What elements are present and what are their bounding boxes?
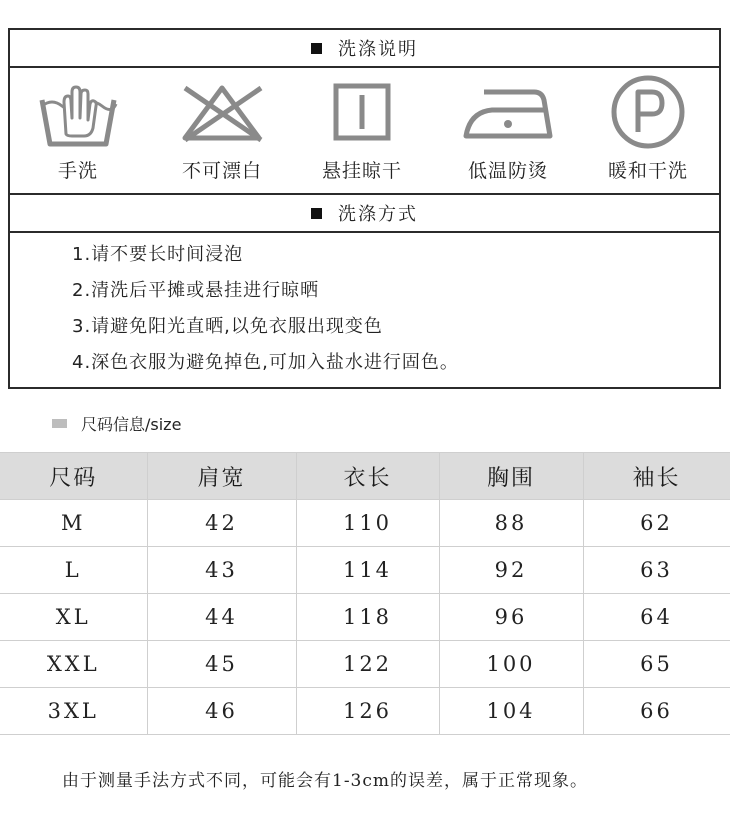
column-header: 袖长: [583, 453, 730, 500]
table-cell: XXL: [0, 641, 147, 688]
low-iron-icon: [462, 82, 554, 142]
square-bullet-icon: [311, 43, 322, 54]
care-label: 低温防烫: [467, 160, 548, 182]
table-row: [0, 547, 730, 594]
table-row: [0, 688, 730, 735]
table-cell: 126: [296, 688, 439, 735]
table-row: [0, 500, 730, 547]
square-bullet-icon: [311, 208, 322, 219]
table-cell: 88: [439, 500, 583, 547]
measurement-footnote: 由于测量手法方式不同，可能会有1-3cm的误差，属于正常现象。: [62, 771, 589, 791]
size-table: [0, 452, 730, 735]
table-cell: 64: [583, 594, 730, 641]
table-cell: 110: [296, 500, 439, 547]
gray-bullet-icon: [52, 419, 67, 428]
table-cell: 45: [147, 641, 296, 688]
table-cell: 96: [439, 594, 583, 641]
table-cell: 46: [147, 688, 296, 735]
care-icons-row: [10, 66, 719, 191]
table-cell: 104: [439, 688, 583, 735]
column-header: 尺码: [0, 453, 147, 500]
instruction-item: 3.请避免阳光直晒,以免衣服出现变色: [72, 316, 383, 337]
table-cell: 65: [583, 641, 730, 688]
no-bleach-icon: [177, 82, 267, 144]
table-cell: 100: [439, 641, 583, 688]
table-cell: 122: [296, 641, 439, 688]
table-cell: 66: [583, 688, 730, 735]
table-cell: 114: [296, 547, 439, 594]
wash-method-header: [10, 193, 719, 233]
wash-method-header-text: 洗涤方式: [338, 204, 418, 225]
table-cell: XL: [0, 594, 147, 641]
instruction-item: 2.清洗后平摊或悬挂进行晾晒: [72, 280, 320, 301]
size-info-text: 尺码信息/size: [81, 415, 182, 434]
table-cell: L: [0, 547, 147, 594]
care-item-low-iron: [448, 66, 568, 191]
table-cell: 44: [147, 594, 296, 641]
column-header: 衣长: [296, 453, 439, 500]
table-cell: 63: [583, 547, 730, 594]
table-cell: 43: [147, 547, 296, 594]
care-item-no-bleach: [162, 66, 282, 191]
table-cell: 42: [147, 500, 296, 547]
table-cell: 3XL: [0, 688, 147, 735]
table-cell: 62: [583, 500, 730, 547]
instruction-list: [72, 237, 459, 381]
care-item-hang-dry: [302, 66, 422, 191]
table-cell: 92: [439, 547, 583, 594]
care-header-text: 洗涤说明: [338, 39, 418, 60]
instruction-item: 1.请不要长时间浸泡: [72, 244, 244, 265]
column-header: 肩宽: [147, 453, 296, 500]
hang-dry-icon: [332, 82, 392, 142]
care-label: 手洗: [57, 160, 98, 182]
care-label: 暖和干洗: [607, 160, 688, 182]
table-cell: M: [0, 500, 147, 547]
table-header-row: [0, 453, 730, 500]
table-cell: 118: [296, 594, 439, 641]
table-row: [0, 594, 730, 641]
hand-wash-icon: [36, 82, 120, 148]
care-label: 悬挂晾干: [321, 160, 402, 182]
column-header: 胸围: [439, 453, 583, 500]
dry-clean-p-icon: [608, 72, 688, 152]
size-info-label: [52, 412, 181, 435]
instruction-item: 4.深色衣服为避免掉色,可加入盐水进行固色。: [72, 352, 459, 373]
table-row: [0, 641, 730, 688]
care-header: [10, 30, 719, 68]
care-label: 不可漂白: [181, 160, 262, 182]
care-item-hand-wash: [18, 66, 138, 191]
care-instructions-box: [8, 28, 721, 389]
care-item-dry-clean: [588, 66, 708, 191]
